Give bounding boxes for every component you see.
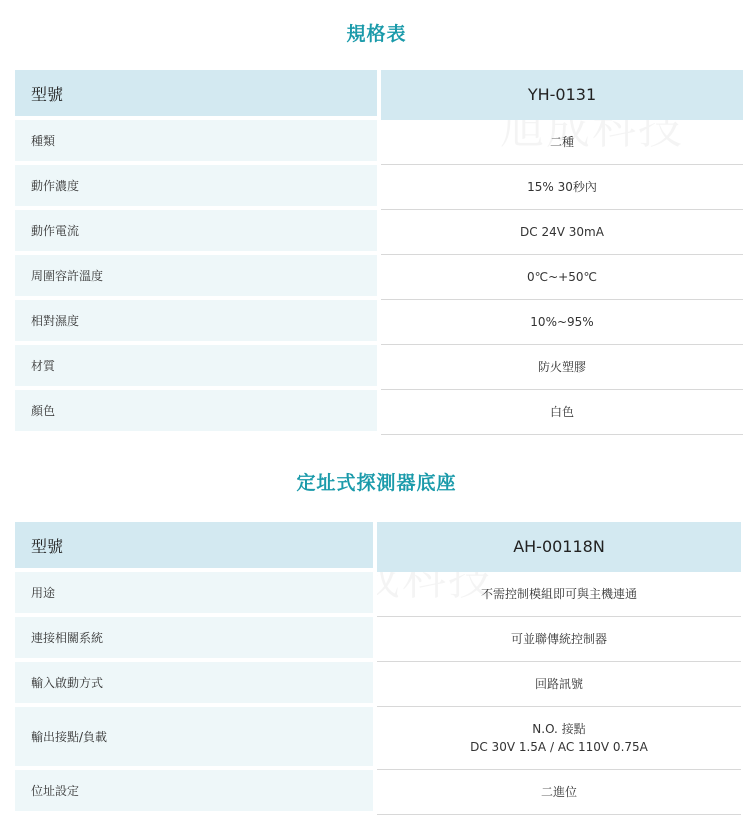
row-value: 回路訊號 xyxy=(377,662,741,707)
table-row xyxy=(15,770,741,815)
table-row xyxy=(15,120,743,165)
row-label: 種類 xyxy=(15,120,381,165)
header-model-label: 型號 xyxy=(15,522,377,572)
row-value: 二進位 xyxy=(377,770,741,815)
row-label: 材質 xyxy=(15,345,381,390)
table-row xyxy=(15,707,741,770)
table-row xyxy=(15,345,743,390)
row-label: 周圍容許溫度 xyxy=(15,255,381,300)
table-row xyxy=(15,165,743,210)
row-label: 位址設定 xyxy=(15,770,377,815)
row-value: 可並聯傳統控制器 xyxy=(377,617,741,662)
base-spec-table xyxy=(15,522,741,815)
spec-table-title: 規格表 xyxy=(346,23,407,45)
row-value: 防火塑膠 xyxy=(381,345,743,390)
row-value: 0℃~+50℃ xyxy=(381,255,743,300)
row-value: 15% 30秒內 xyxy=(381,165,743,210)
header-model-value: YH-0131 xyxy=(381,70,743,120)
table-row xyxy=(15,662,741,707)
spec-table xyxy=(15,70,743,435)
header-model-label: 型號 xyxy=(15,70,381,120)
row-value: 10%~95% xyxy=(381,300,743,345)
row-label: 相對濕度 xyxy=(15,300,381,345)
row-value: 二種 xyxy=(381,120,743,165)
row-label: 動作電流 xyxy=(15,210,381,255)
row-value-line: N.O. 接點 xyxy=(532,722,586,736)
table-header-row xyxy=(15,70,743,120)
table-row xyxy=(15,255,743,300)
row-label: 顏色 xyxy=(15,390,381,435)
row-label: 連接相關系統 xyxy=(15,617,377,662)
row-label: 用途 xyxy=(15,572,377,617)
table-row xyxy=(15,390,743,435)
row-value: DC 24V 30mA xyxy=(381,210,743,255)
table-row xyxy=(15,210,743,255)
row-value xyxy=(377,707,741,770)
row-value-line: DC 30V 1.5A / AC 110V 0.75A xyxy=(470,740,648,754)
table-row xyxy=(15,572,741,617)
row-value: 不需控制模組即可與主機連通 xyxy=(377,572,741,617)
base-table-title: 定址式探測器底座 xyxy=(296,472,457,494)
row-label: 動作濃度 xyxy=(15,165,381,210)
row-label: 輸入啟動方式 xyxy=(15,662,377,707)
table-header-row xyxy=(15,522,741,572)
header-model-value: AH-00118N xyxy=(377,522,741,572)
table-row xyxy=(15,300,743,345)
row-value: 白色 xyxy=(381,390,743,435)
row-label: 輸出接點/負載 xyxy=(15,707,377,770)
table-row xyxy=(15,617,741,662)
